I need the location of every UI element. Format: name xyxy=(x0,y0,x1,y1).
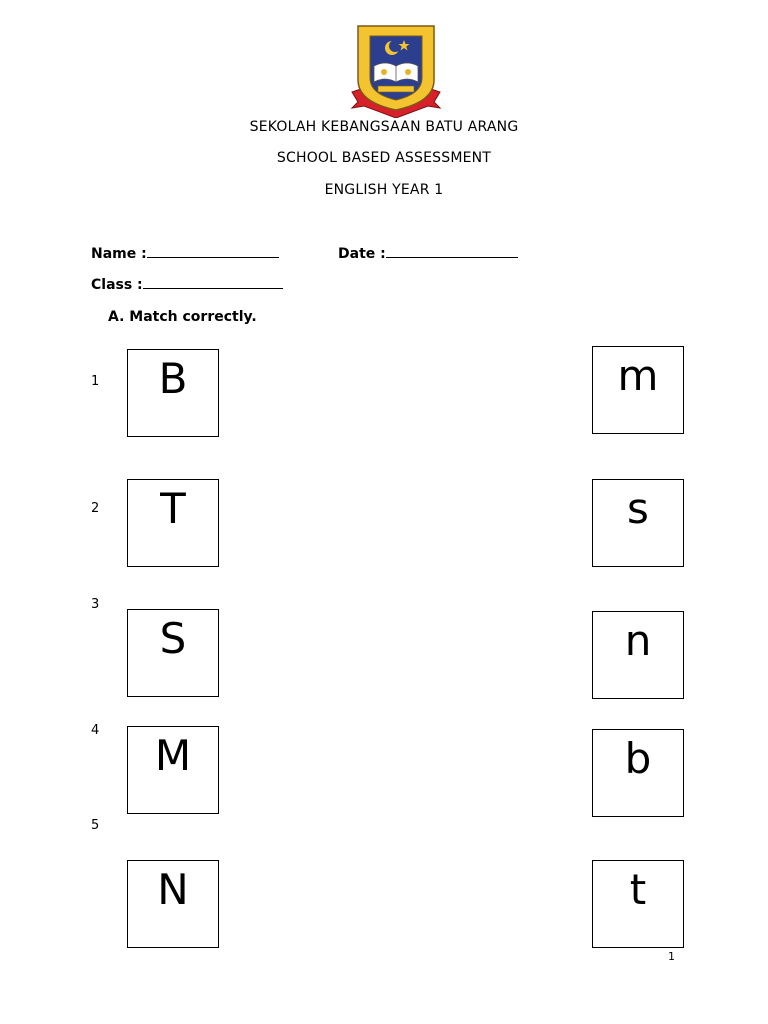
question-number: 5 xyxy=(91,818,100,833)
name-blank[interactable] xyxy=(147,257,279,258)
question-number: 4 xyxy=(91,723,100,738)
school-name: SEKOLAH KEBANGSAAN BATU ARANG xyxy=(249,119,519,135)
lowercase-letter-box[interactable]: s xyxy=(592,479,684,567)
uppercase-letter-box[interactable]: S xyxy=(127,609,219,697)
question-number: 1 xyxy=(91,374,100,389)
section-title: A. Match correctly. xyxy=(108,309,257,325)
uppercase-letter-box[interactable]: B xyxy=(127,349,219,437)
lowercase-letter-box[interactable]: n xyxy=(592,611,684,699)
uppercase-letter-box[interactable]: T xyxy=(127,479,219,567)
date-field[interactable] xyxy=(338,246,518,262)
question-number: 3 xyxy=(91,597,100,612)
lowercase-letter-box[interactable]: b xyxy=(592,729,684,817)
class-blank[interactable] xyxy=(143,288,283,289)
name-label: Name : xyxy=(91,246,147,262)
class-field[interactable] xyxy=(91,277,283,293)
uppercase-letter-box[interactable]: N xyxy=(127,860,219,948)
assessment-title: SCHOOL BASED ASSESSMENT xyxy=(276,150,492,166)
page-number: 1 xyxy=(668,950,675,963)
class-label: Class : xyxy=(91,277,143,293)
date-label: Date : xyxy=(338,246,386,262)
subject-title: ENGLISH YEAR 1 xyxy=(324,182,444,198)
date-blank[interactable] xyxy=(386,257,518,258)
uppercase-letter-box[interactable]: M xyxy=(127,726,219,814)
name-field[interactable] xyxy=(91,246,279,262)
school-crest-logo xyxy=(350,22,442,118)
lowercase-letter-box[interactable]: m xyxy=(592,346,684,434)
lowercase-letter-box[interactable]: t xyxy=(592,860,684,948)
question-number: 2 xyxy=(91,501,100,516)
